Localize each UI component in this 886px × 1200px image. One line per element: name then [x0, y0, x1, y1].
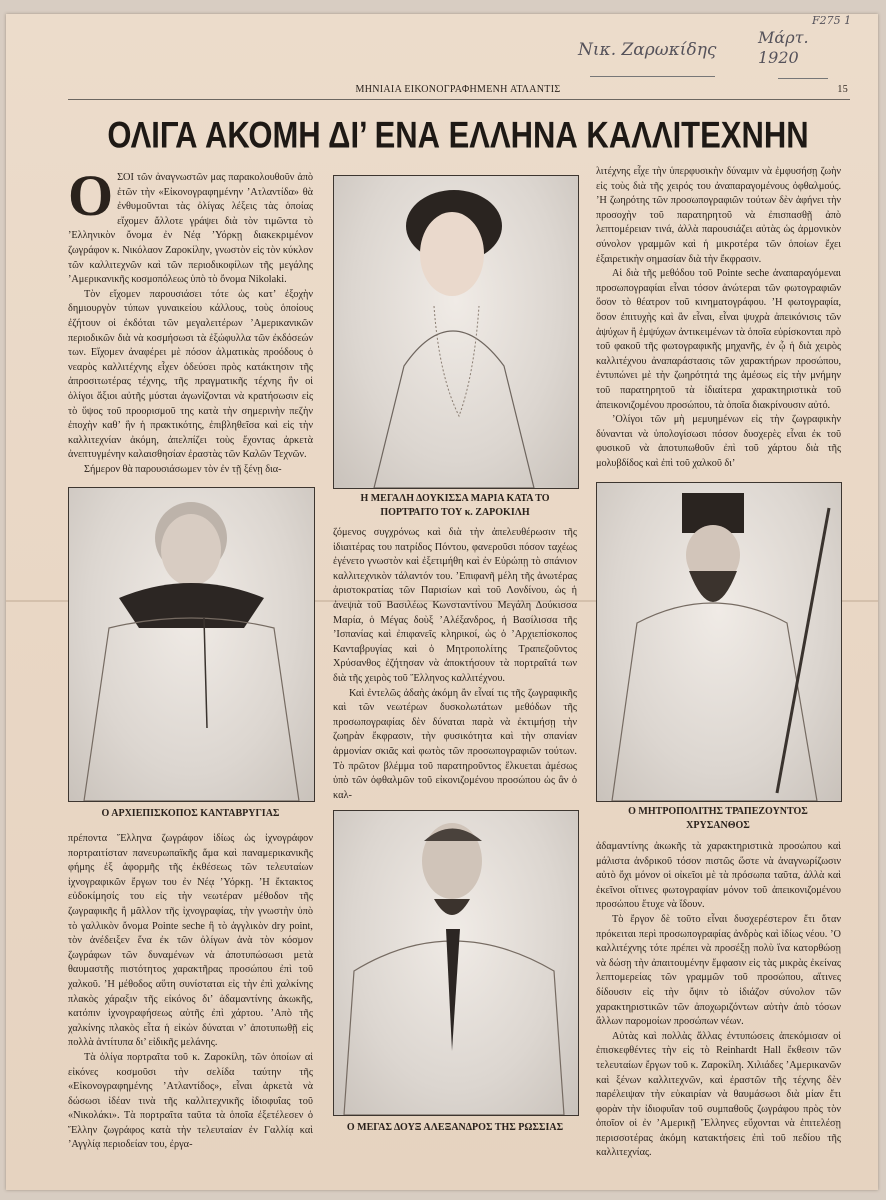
article-title: ΟΛΙΓΑ ΑΚΟΜΗ ΔΙ’ ΕΝΑ ΕΛΛΗΝΑ ΚΑΛΛΙΤΕΧΝΗΝ: [107, 114, 809, 156]
article-title-container: [68, 114, 848, 160]
portrait-sketch: [334, 811, 578, 1115]
page-number: 15: [837, 84, 848, 95]
handwritten-reference: F275 1: [812, 14, 852, 27]
portrait-archbishop-canterbury: [68, 487, 315, 802]
paragraph: Τὰ ὀλίγα πορτραῖτα τοῦ κ. Ζαροκίλη, τῶν ὁποίων αἱ εἰκόνες κοσμοῦσι τὴν σελίδα ταύτην τῆς «Εἰκονογραφημένης ’Ατλαντίδος», εἶναι ἀρκετὰ νὰ δώσωσι ἰδέαν τινὰ τῆς καλλιτεχνικῆς ἰδιοφυΐας τοῦ «Νικολάκι». Τὰ πορτραῖτα ταῦτα τὰ ὁποῖα ἐξετέλεσεν ὁ Ἕλλην ζωγράφος κατὰ τὴν τελευταίαν ἐν Γαλλίᾳ καὶ ’Αγγλίᾳ περιοδείαν του, ἐργα-: [68, 1051, 313, 1151]
caption-metropolitan: Ο ΜΗΤΡΟΠΟΛΙΤΗΣ ΤΡΑΠΕΖΟΥΝΤΟΣ ΧΡΥΣΑΝΘΟΣ: [628, 806, 808, 831]
paragraph: ’Ολίγοι τῶν μὴ μεμυημένων εἰς τὴν ζωγραφικὴν δύνανται νὰ ὑπολογίσωσι πόσον δυσχερὲς εἶναι ἐκ τοῦ φυσικοῦ νὰ ἀποτυπωθοῦν ἐπὶ τοῦ χάρτου διὰ τῆς μολυβδίδος καὶ ἐπὶ τοῦ χαλκοῦ δι’: [596, 414, 841, 469]
header-rule: [68, 99, 850, 100]
paragraph: Αἱ διὰ τῆς μεθόδου τοῦ Pointe seche ἀναπαραγόμεναι προσωπογραφίαι εἶναι τόσον ἀνώτεραι τῶν φωτογραφιῶν ὅσον τὸ θέατρον τοῦ κινηματογράφου. ’Η φωτογραφία, ὅσον ἐπιτυχὴς καὶ ἂν εἶναι, εἶναι ψυχρὰ ἀπεικόνισις τῶν ἀψύχων ἢ ἐμψύχων ἀντικειμένων τὰ ὁποῖα εὑρίσκονται πρὸ τοῦ φακοῦ τῆς φωτογραφικῆς μηχανῆς, ἐν ᾧ ἡ διὰ χειρὸς καλλιτέχνου ἀναπαράστασις τῶν χαρακτήρων προσώπου, ἐντυπώνει μὲ τὴν ζωηρότητά της ἀμέσως εἰς τὴν μνήμην τοῦ παρατηρητοῦ τὰ ἰδιαίτερα χαρακτηριστικὰ τοῦ ἀπεικονιζομένου προσώπου, τὰ ὁποῖα διακρίνουσιν αὐτό.: [596, 268, 841, 411]
paragraph: λιτέχνης εἶχε τὴν ὑπερφυσικὴν δύναμιν νὰ ἐμφυσήσῃ ζωὴν εἰς τοὺς διὰ τῆς χειρός του ἀναπαραγομένους ὀφθαλμούς. ’Η ζωηρότης τῶν προσωπογραφιῶν τούτων δὲν ἀφήνει τὴν προσοχὴν τοῦ παρατηρητοῦ νὰ ἐπισπασθῇ ἀπὸ λεπτομέρειαν τινά, ἀλλὰ παρουσιάζει αὐτὰς ὡς ἁρμονικὸν σύνολον γραμμῶν καὶ ἡ μικροτέρα τῶν ὁποίων ἔχει ἐξαιρετικὴν σημασίαν διὰ τὴν ἔκφρασιν.: [596, 166, 841, 265]
pencil-underline: [590, 76, 715, 77]
paragraph: Σήμερον θὰ παρουσιάσωμεν τὸν ἐν τῇ ξένῃ δια-: [84, 463, 282, 475]
portrait-grand-duke-alexander: [333, 810, 579, 1116]
handwritten-author-note: Νικ. Ζαρωκίδης: [578, 40, 717, 60]
paragraph: Καὶ ἐντελῶς ἀδαὴς ἀκόμη ἂν εἶναί τις τῆς ζωγραφικῆς καὶ τῶν νεωτέρων δυσκολωτάτων μεθόδων τῆς προσωπογραφίας δὲν δύναται παρὰ νὰ ἐκτιμήσῃ τὴν ζωηρὰν ἔκφρασιν, τὴν φυσικότητα καὶ τὴν σπανίαν ἁρμονίαν σκιᾶς καὶ φωτὸς τῶν προσωπογραφιῶν τούτων. Τὸ πρῶτον βλέμμα τοῦ παρατηροῦντος ἕλκυεται ἀμέσως ὑπὸ τῶν ὀφθαλμῶν τοῦ εἰκονιζομένου προσώπου ὡς ἂν ὁ καλ-: [333, 687, 577, 801]
paragraph: ζόμενος συγχρόνως καὶ διὰ τὴν ἀπελευθέρωσιν τῆς ἰδιαιτέρας του πατρίδος Πόντου, φανεροῦσι πόσον ταχέως ἐγένετο γνωστὸν καὶ ἐξετιμήθη καὶ ἐν Εὐρώπῃ τὸ σπάνιον καλλιτεχνικὸν τάλαντόν του. ’Επιφανῆ μέλη τῆς ἀνωτέρας ἀριστοκρατίας τῶν Παρισίων καὶ τοῦ Λονδίνου, ὡς ἡ ἀνεψιὰ τοῦ Βασιλέως Κωνσταντίνου Μεγάλη Δούκισσα Μαρία, ὁ Μέγας δοὺξ ’Αλέξανδρος, ἡ Βασίλισσα τῆς ’Ισπανίας καὶ ἐπιφανεῖς κληρικοί, ὡς ὁ ’Αρχιεπίσκοπος Κανταβρυγίας καὶ ὁ Μητροπολίτης Τραπεζοῦντος Χρύσανθος ἐζήτησαν νὰ ἀποκτήσουν τὰ πορτραῖτά των διὰ τῆς χειρὸς τοῦ Ἕλληνος καλλιτέχνου.: [333, 527, 577, 684]
caption-archbishop: Ο ΑΡΧΙΕΠΙΣΚΟΠΟΣ ΚΑΝΤΑΒΡΥΓΙΑΣ: [101, 808, 280, 819]
column-2-middle-text: [333, 526, 577, 803]
pencil-underline: [778, 78, 828, 79]
paragraph: ἀδαμαντίνης ἀκωκῆς τὰ χαρακτηριστικὰ προσώπου καὶ μάλιστα ἀνδρικοῦ τόσον πιστῶς ὥστε νὰ ἀναγνωρίζωσιν αὐτὸ ὄχι μόνον οἱ οἰκεῖοι μὲ τὰ πρόσωπα ταῦτα, ἀλλὰ καὶ ἐκεῖνοι οἵτινες φωτογραφίαν μόνον τοῦ ἀπεικονιζομένου προσώπου ἔτυχε νὰ ἴδουν.: [596, 841, 841, 911]
caption-duchess: Η ΜΕΓΑΛΗ ΔΟΥΚΙΣΣΑ ΜΑΡΙΑ ΚΑΤΑ ΤΟ ΠΟΡΤΡΑΙΤΟ ΤΟΥ κ. ΖΑΡΟΚΙΛΗ: [360, 493, 550, 518]
drop-cap: Ο: [68, 163, 114, 228]
column-3-bottom-text: [596, 840, 841, 1161]
magazine-name: ΜΗΝΙΑΙΑ ΕΙΚΟΝΟΓΡΑΦΗΜΕΝΗ ΑΤΛΑΝΤΙΣ: [355, 84, 561, 95]
portrait-sketch: [597, 483, 841, 801]
portrait-sketch: [334, 176, 578, 488]
portrait-metropolitan-chrysanthos: [596, 482, 842, 802]
portrait-sketch: [69, 488, 314, 801]
portrait-grand-duchess-maria: [333, 175, 579, 489]
paragraph: Αὐτὰς καὶ πολλὰς ἄλλας ἐντυπώσεις ἀπεκόμισαν οἱ ἐπισκεφθέντες τὴν εἰς τὸ Reinhardt Hall ἔκθεσιν τῶν τελευταίων ἔργων τοῦ κ. Ζαροκίλη. Χιλιάδες ’Αμερικανῶν καὶ ξένων καλλιτεχνῶν, καὶ ἐραστῶν τῆς τέχνης δὲν παρέλειψαν τὴν εὐκαιρίαν νὰ θαυμάσωσι διὰ μίαν ἔτι φορὰν τὴν ἰδιοφυΐαν τοῦ συμπαθοῦς ζωγράφου πρὸς τὸν ὁποῖον οἱ ἐν ’Αμερικῇ Ἕλληνες εὔχονται νὰ ἐπιτελέσῃ περισσοτέρας ἀκόμη κατακτήσεις ἐπὶ τοῦ πεδίου τῆς καλλιτεχνίας.: [596, 1030, 841, 1159]
paragraph: πρέποντα Ἕλληνα ζωγράφον ἰδίως ὡς ἰχνογράφον πορτραιτίσταν πανευρωπαϊκῆς ἅμα καὶ παναμερικανικῆς φήμης ἐξ ἀφορμῆς τῆς ἐκθέσεως τῶν τελευταίων ἰχνογραφικῶν ἔργων του ἐν Νέᾳ ’Υόρκῃ. ’Η ἔκτακτος εὐδοκίμησίς του εἰς τὴν νεωτέραν μέθοδον τῆς ζωγραφικῆς ἢ μᾶλλον τῆς ἰχνογραφίας, τὴν γνωστὴν ὑπὸ τὸ γαλλικὸν ὄνομα Pointe seche ἢ τὸ ἀγγλικὸν dry point, τὸν ἀνέδειξεν ἕνα ἐκ τῶν ὀλίγων ἀνὰ τὸν κόσμον ζωγράφων τῶν δυναμένων νὰ ἀποτυπώσωσι μετὰ θαυμαστῆς πιστότητος χαρακτῆρας προσώπου ἐπὶ τοῦ χαλκοῦ. ’Η μέθοδος αὕτη συνίσταται εἰς τὴν ἐπὶ χαλκίνης πλακὸς χάραξιν τῆς εἰκόνος δι’ ἀδαμαντίνης ἀκωκῆς, κατόπιν ἰχνογραφήσεως αὐτῆς ἐπὶ χάρτου. ’Απὸ τῆς χαλκίνης πλακὸς εἶτα ἡ εἰκὼν δύναται ν’ ἀποτυπωθῇ εἰς πολλὰ ἀντίτυπα δι’ εἰδικῆς μελάνης.: [68, 833, 313, 1049]
paragraph: ΣΟΙ τῶν ἀναγνωστῶν μας παρακολουθοῦν ἀπὸ ἐτῶν τὴν «Εἰκονογραφημένην ’Ατλαντίδα» θὰ ἐνθυμοῦνται τὰς ὀλίγας λέξεις τὰς ὁποίας εἴχομεν ἄλλοτε γράψει διὰ τὸν τιμῶντα τὸ ’Ελληνικὸν ὄνομα ἐν Νέᾳ ’Υόρκῃ διακεκριμένον ζωγράφον κ. Νικόλαον Ζαροκίλην, γνωστὸν εἰς τὸν κύκλον τῶν καλλιτεχνῶν καὶ τῶν περιοδικοφίλων τῆς μεγάλης ’Αμερικανικῆς κοσμοπόλεως ὑπὸ τὸ ὄνομα Nikolaki.: [68, 172, 313, 286]
column-1-bottom-text: [68, 832, 313, 1153]
caption-grand-duke: Ο ΜΕΓΑΣ ΔΟΥΞ ΑΛΕΞΑΝΔΡΟΣ ΤΗΣ ΡΩΣΣΙΑΣ: [346, 1122, 564, 1133]
paragraph: Τὸν εἴχομεν παρουσιάσει τότε ὡς κατ’ ἐξοχὴν δημιουργὸν τύπων γυναικείου κάλλους, τοὺς ὁποίους ἐζήτουν οἱ ἐκδόται τῶν μεγαλειτέρων ’Αμερικανικῶν περιοδικῶν διὰ νὰ κοσμήσωσι τὰ ἐξώφυλλα τῶν ἐκδόσεών των. Εἴχομεν ἀναφέρει μὲ πόσον ἁλματικὰς προόδους ὁ νεαρὸς καλλιτέχνης εἶχεν ὁδεύσει πρὸς κατάκτησιν τῆς ἀπροσιτωτέρας τέχνης, τῆς πραγματικῆς τέχνης ἣν οἱ ὀλίγοι ἄξιοι αὐτῆς μύσται ἀγωνίζονται νὰ κρατήσωσιν εἰς τὸ ὕψος τοῦ προορισμοῦ της κατὰ τὴν σημερινὴν πεζὴν ἐποχὴν καθ’ ἣν ἡ πρακτικότης, ἐπιβληθεῖσα καὶ εἰς τὴν καλλιτεχνίαν ἀκόμη, ἀπελπίζει τοὺς ἔχοντας ἀρκετὰ ἀνεπτυγμένην καλαισθησίαν ἐραστὰς τῶν Καλῶν Τεχνῶν.: [68, 288, 313, 461]
column-1-top-text: [68, 163, 313, 477]
paragraph: Τὸ ἔργον δὲ τοῦτο εἶναι δυσχερέστερον ἔτι ὅταν πρόκειται περὶ προσωπογραφίας ἀνδρὸς καὶ ἰδίως νέου. ’Ο καλλιτέχνης τότε πρέπει νὰ προσέξῃ πολὺ ἵνα κατορθώσῃ νὰ δώσῃ τὴν ἀπαιτουμένην ἔμφασιν εἰς τὰς μικρὰς ἐκείνας λεπτομερείας τῶν γραμμῶν τοῦ προσώπου, αἵτινες δίδουσιν εἰς τὴν ὄψιν τὸ ἰδιάζον σύνολον τῶν χαρακτηριστικῶν τῶν ἀποχωριζόντων αὐτὴν ἀπὸ τόσων ἄλλων παρομοίων προσώπων νέων.: [596, 913, 841, 1028]
column-3-top-text: [596, 165, 841, 471]
handwritten-date-note: Μάρτ. 1920: [758, 28, 809, 67]
